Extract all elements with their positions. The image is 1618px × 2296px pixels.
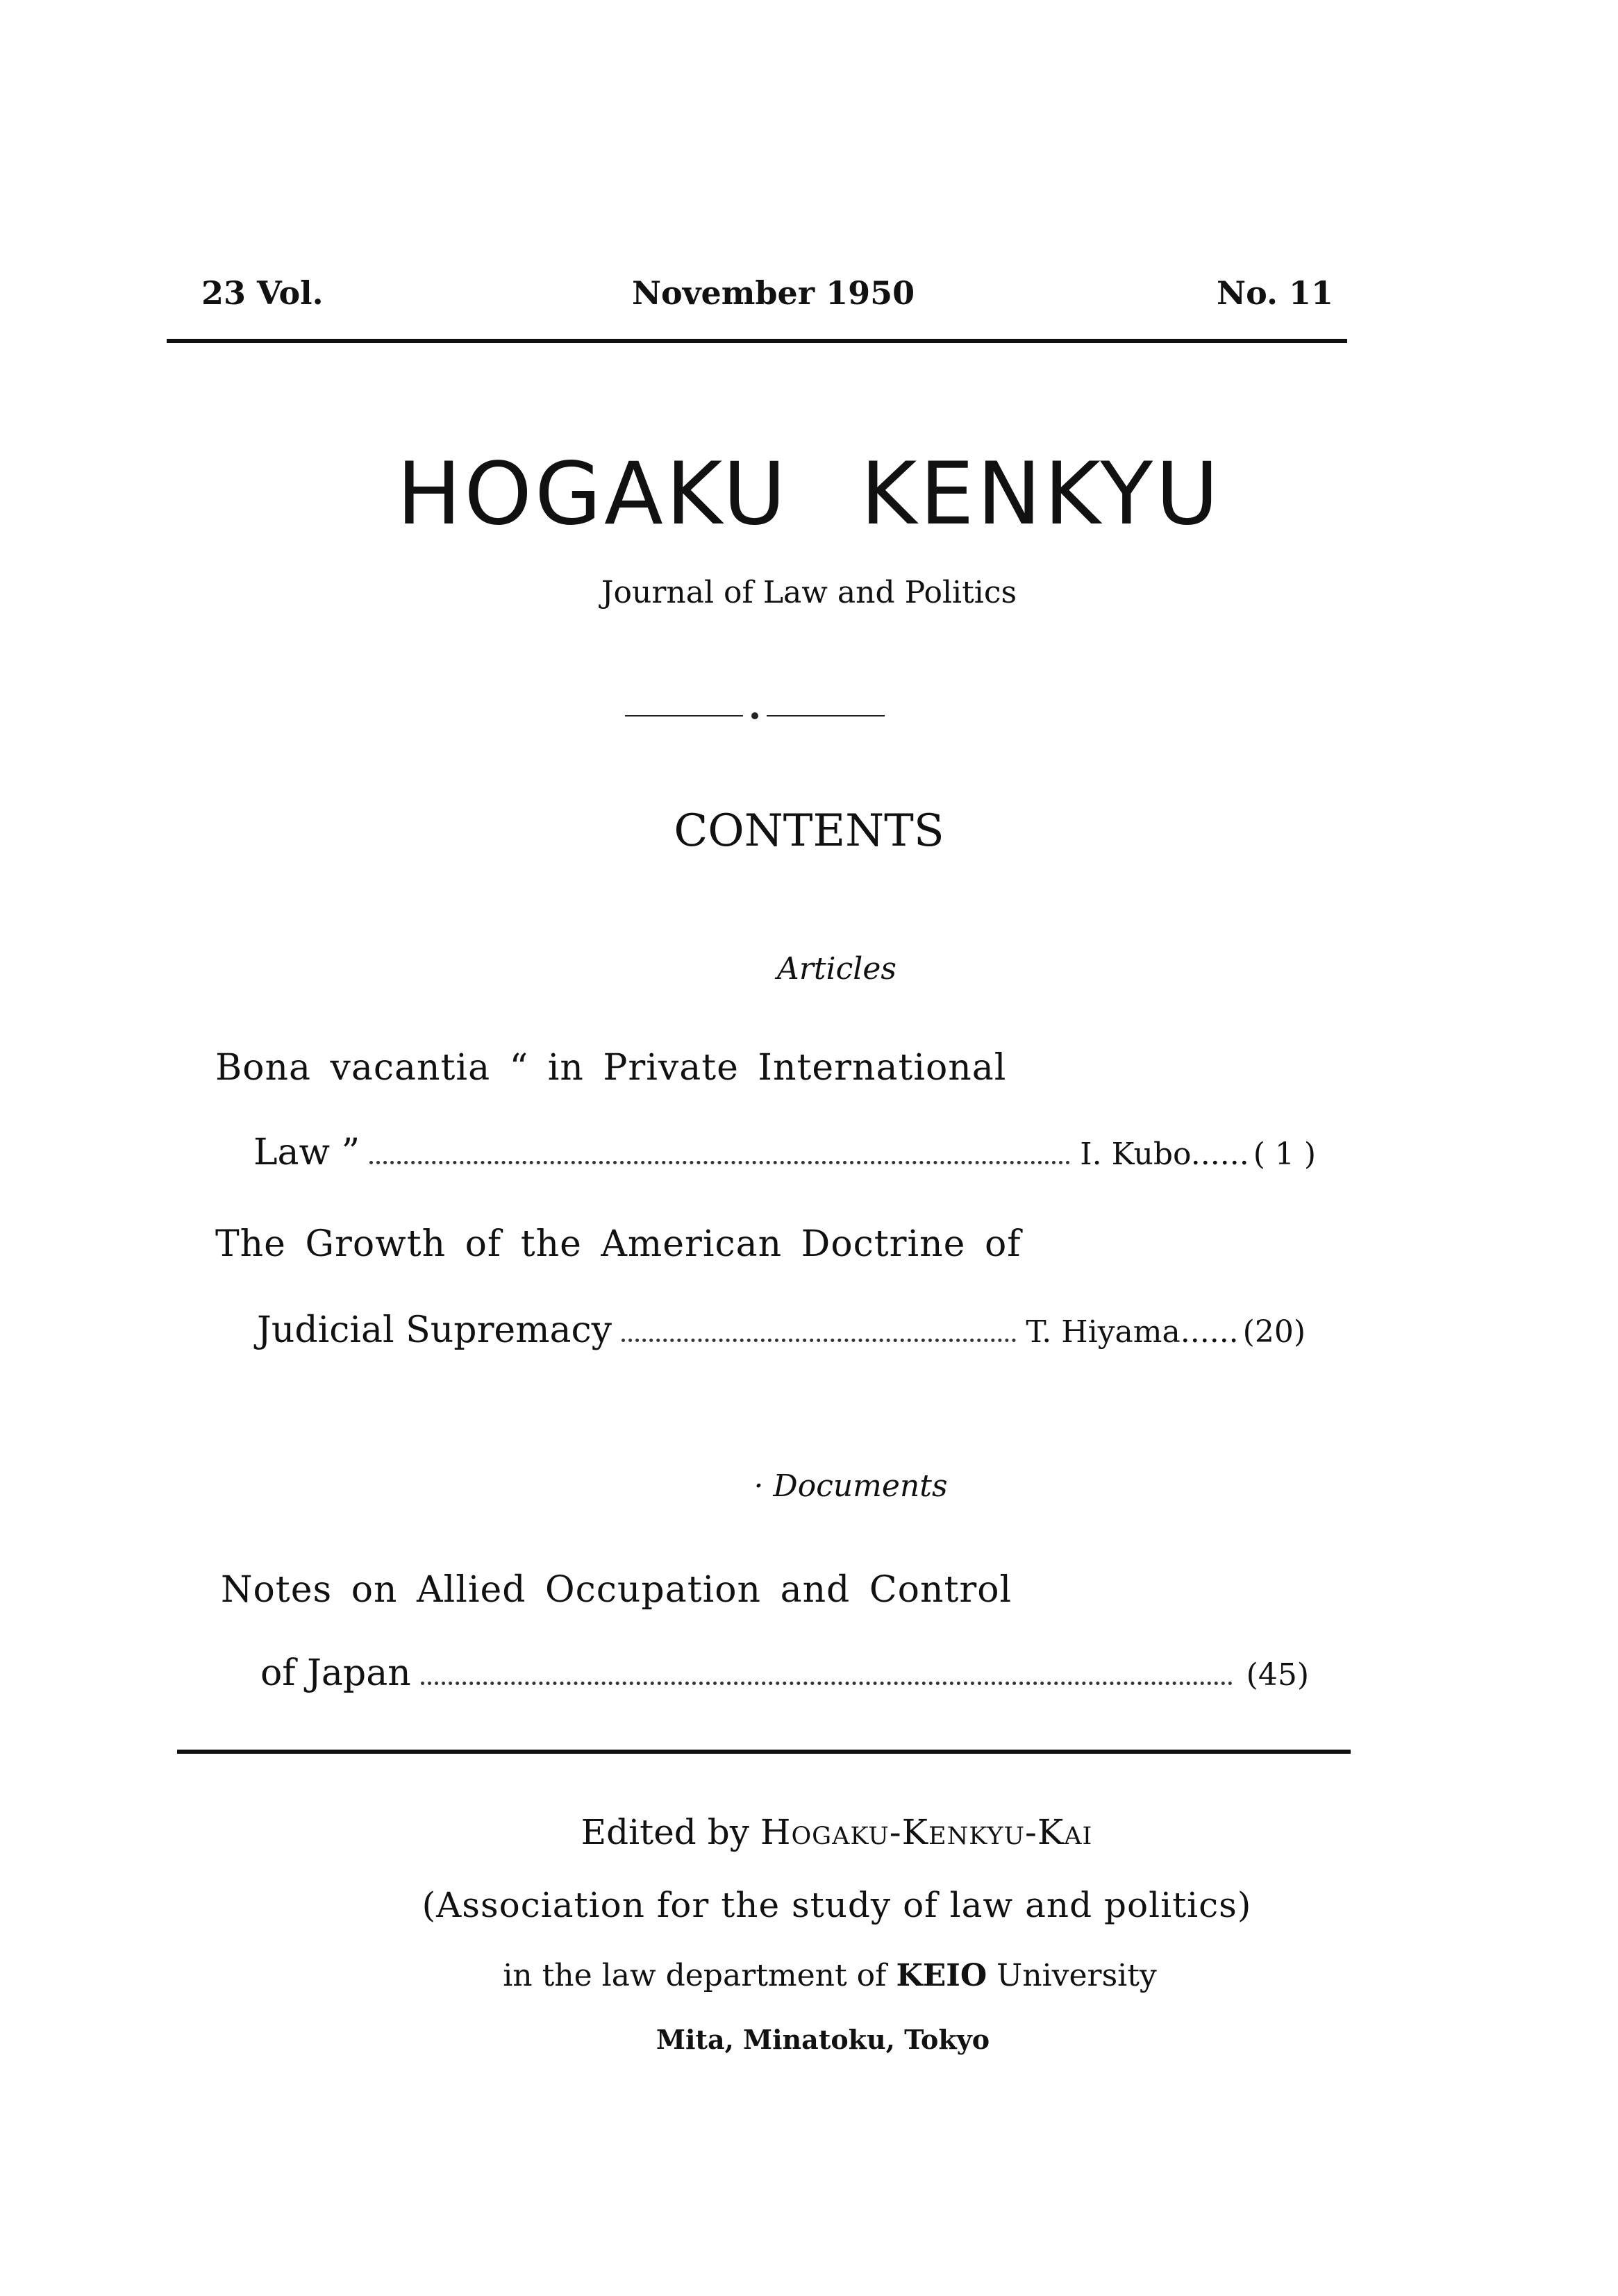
department-prefix: in the law department of: [503, 1958, 887, 1993]
issue-date: November 1950: [632, 274, 915, 312]
contents-heading: CONTENTS: [674, 805, 944, 857]
article-2-title-line2: Judicial Supremacy: [257, 1309, 612, 1351]
top-rule: [167, 339, 1347, 343]
dot-leader: [622, 1339, 1016, 1342]
document-1-entry: [260, 1652, 1309, 1694]
articles-heading: Articles: [777, 951, 896, 987]
article-2-page: (20): [1242, 1314, 1306, 1350]
article-1-title-line2: Law ”: [253, 1132, 360, 1173]
journal-title: HOGAKU KENKYU: [397, 444, 1221, 544]
masthead: [167, 274, 1347, 323]
ornament-line-left: [625, 715, 743, 717]
university-name-bold: KEIO: [896, 1958, 987, 1993]
document-1-title-line2: of Japan: [260, 1652, 411, 1694]
ornament-divider: [625, 711, 889, 721]
ornament-dot: [751, 712, 758, 719]
article-1-entry: [253, 1132, 1316, 1173]
address-line: Mita, Minatoku, Tokyo: [656, 2024, 990, 2055]
article-2-title-line1: The Growth of the American Doctrine of: [215, 1223, 1021, 1265]
university-suffix: University: [996, 1958, 1157, 1993]
article-1-title-line1: Bona vacantia “ in Private International: [215, 1047, 1007, 1089]
volume-label: 23 Vol.: [201, 274, 324, 312]
journal-subtitle: Journal of Law and Politics: [601, 575, 1017, 610]
editor-name: Hogaku-Kenkyu-Kai: [760, 1812, 1093, 1852]
edited-by-label: Edited by: [581, 1812, 749, 1852]
ornament-line-right: [767, 715, 885, 717]
department-line: [21, 1958, 1618, 1993]
article-2-entry: [257, 1309, 1306, 1351]
editor-line: [28, 1812, 1618, 1852]
dot-leader: [421, 1682, 1233, 1685]
documents-heading: · Documents: [753, 1468, 948, 1504]
association-line: (Association for the study of law and politics): [422, 1885, 1252, 1925]
article-2-author: T. Hiyama......: [1026, 1314, 1239, 1350]
article-1-page: ( 1 ): [1253, 1137, 1316, 1172]
issue-number: No. 11: [1217, 274, 1333, 312]
document-1-page: (45): [1246, 1657, 1309, 1693]
bottom-rule: [177, 1750, 1351, 1754]
document-1-title-line1: Notes on Allied Occupation and Control: [221, 1569, 1012, 1611]
dot-leader: [369, 1161, 1070, 1164]
article-1-author: I. Kubo......: [1080, 1137, 1249, 1172]
